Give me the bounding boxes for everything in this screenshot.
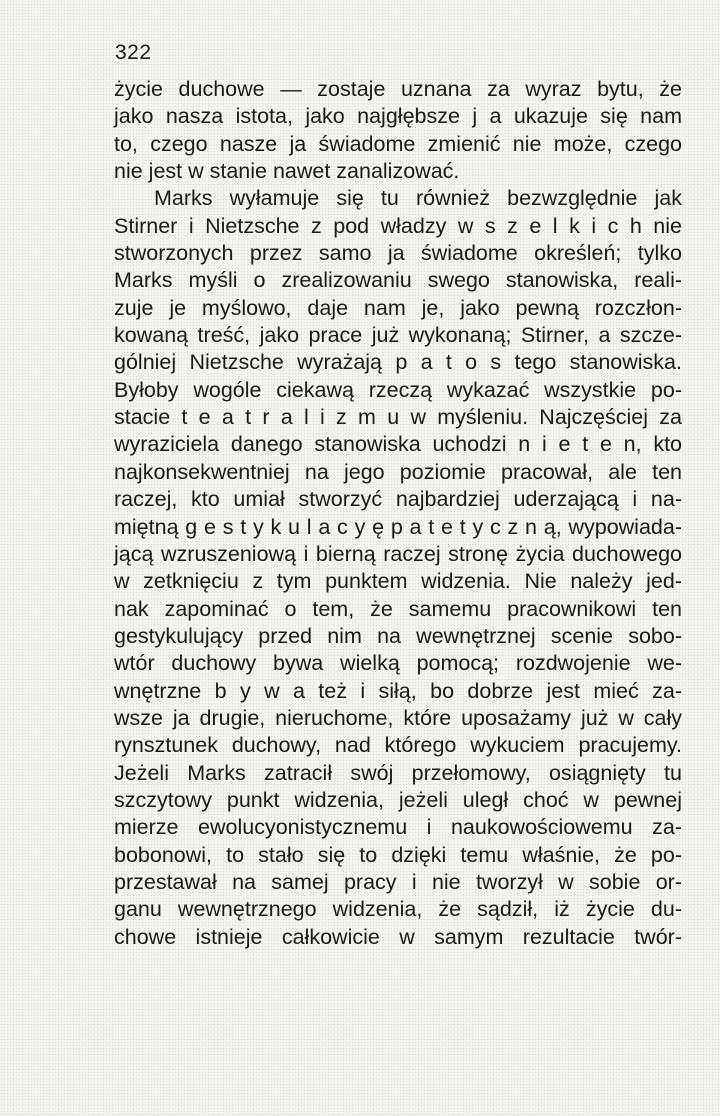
text-line: gólniej Nietzsche wyrażają p a t o s tego stanowiska. <box>114 350 682 375</box>
text-line: w zetknięciu z tym punktem widzenia. Nie należy jed- <box>114 569 682 594</box>
text-line: to, czego nasze ja świadome zmienić nie może, czego <box>114 131 682 156</box>
text-line: szczytowy punkt widzenia, jeżeli uległ choć w pewnej <box>114 787 682 812</box>
text-line: Byłoby wogóle ciekawą rzeczą wykazać wszystkie po- <box>114 377 682 402</box>
text-line: mierze ewolucyonistycznemu i naukowościowemu za- <box>114 815 682 840</box>
text-line: miętną g e s t y k u l a c y ę p a t e t y c z n ą, wypowiada- <box>114 514 682 539</box>
text-line: wnętrzne b y w a też i siłą, bo dobrze jest mieć za- <box>114 678 682 703</box>
body-text <box>114 76 682 951</box>
text-line: wyraziciela danego stanowiska uchodzi n i e t e n, kto <box>114 432 682 457</box>
text-line: wtór duchowy bywa wielką pomocą; rozdwojenie we- <box>114 651 682 676</box>
text-line: kowaną treść, jako prace już wykonaną; Stirner, a szcze- <box>114 323 682 348</box>
text-line: Stirner i Nietzsche z pod władzy w s z e l k i c h nie <box>114 213 682 238</box>
text-line: chowe istnieje całkowicie w samym rezultacie twór- <box>114 924 682 949</box>
text-line: stacie t e a t r a l i z m u w myśleniu. Najczęściej za <box>114 405 682 430</box>
text-line: jako nasza istota, jako najgłębsze j a ukazuje się nam <box>114 104 682 129</box>
text-line: Marks wyłamuje się tu również bezwzględnie jak <box>154 186 682 211</box>
text-line: Jeżeli Marks zatracił swój przełomowy, osiągnięty tu <box>114 760 682 785</box>
text-line: jącą wzruszeniową i bierną raczej stronę życia duchowego <box>114 541 682 566</box>
text-line: życie duchowe — zostaje uznana za wyraz bytu, że <box>114 77 682 101</box>
text-line: nie jest w stanie nawet zanalizować. <box>114 159 460 184</box>
text-line: ganu wewnętrznego widzenia, że sądził, iż życie du- <box>114 897 682 922</box>
text-line: rynsztunek duchowy, nad którego wykuciem pracujemy. <box>114 733 682 758</box>
text-line: gestykulujący przed nim na wewnętrznej scenie sobo- <box>114 623 682 648</box>
page-number: 322 <box>115 41 152 64</box>
text-line: raczej, kto umiał stworzyć najbardziej uderzającą i na- <box>114 487 682 512</box>
text-line: stworzonych przez samo ja świadome określeń; tylko <box>114 241 682 266</box>
text-line: przestawał na samej pracy i nie tworzył w sobie or- <box>114 869 682 894</box>
text-line: najkonsekwentniej na jego poziomie pracował, ale ten <box>114 459 682 484</box>
text-line: nak zapominać o tem, że samemu pracownikowi ten <box>114 596 682 621</box>
text-line: bobonowi, to stało się to dzięki temu właśnie, że po- <box>114 842 682 867</box>
text-line: zuje je myślowo, daje nam je, jako pewną rozczłon- <box>114 295 682 320</box>
text-line: Marks myśli o zrealizowaniu swego stanowiska, reali- <box>114 268 682 293</box>
text-line: wsze ja drugie, nieruchome, które uposażamy już w cały <box>114 705 682 730</box>
